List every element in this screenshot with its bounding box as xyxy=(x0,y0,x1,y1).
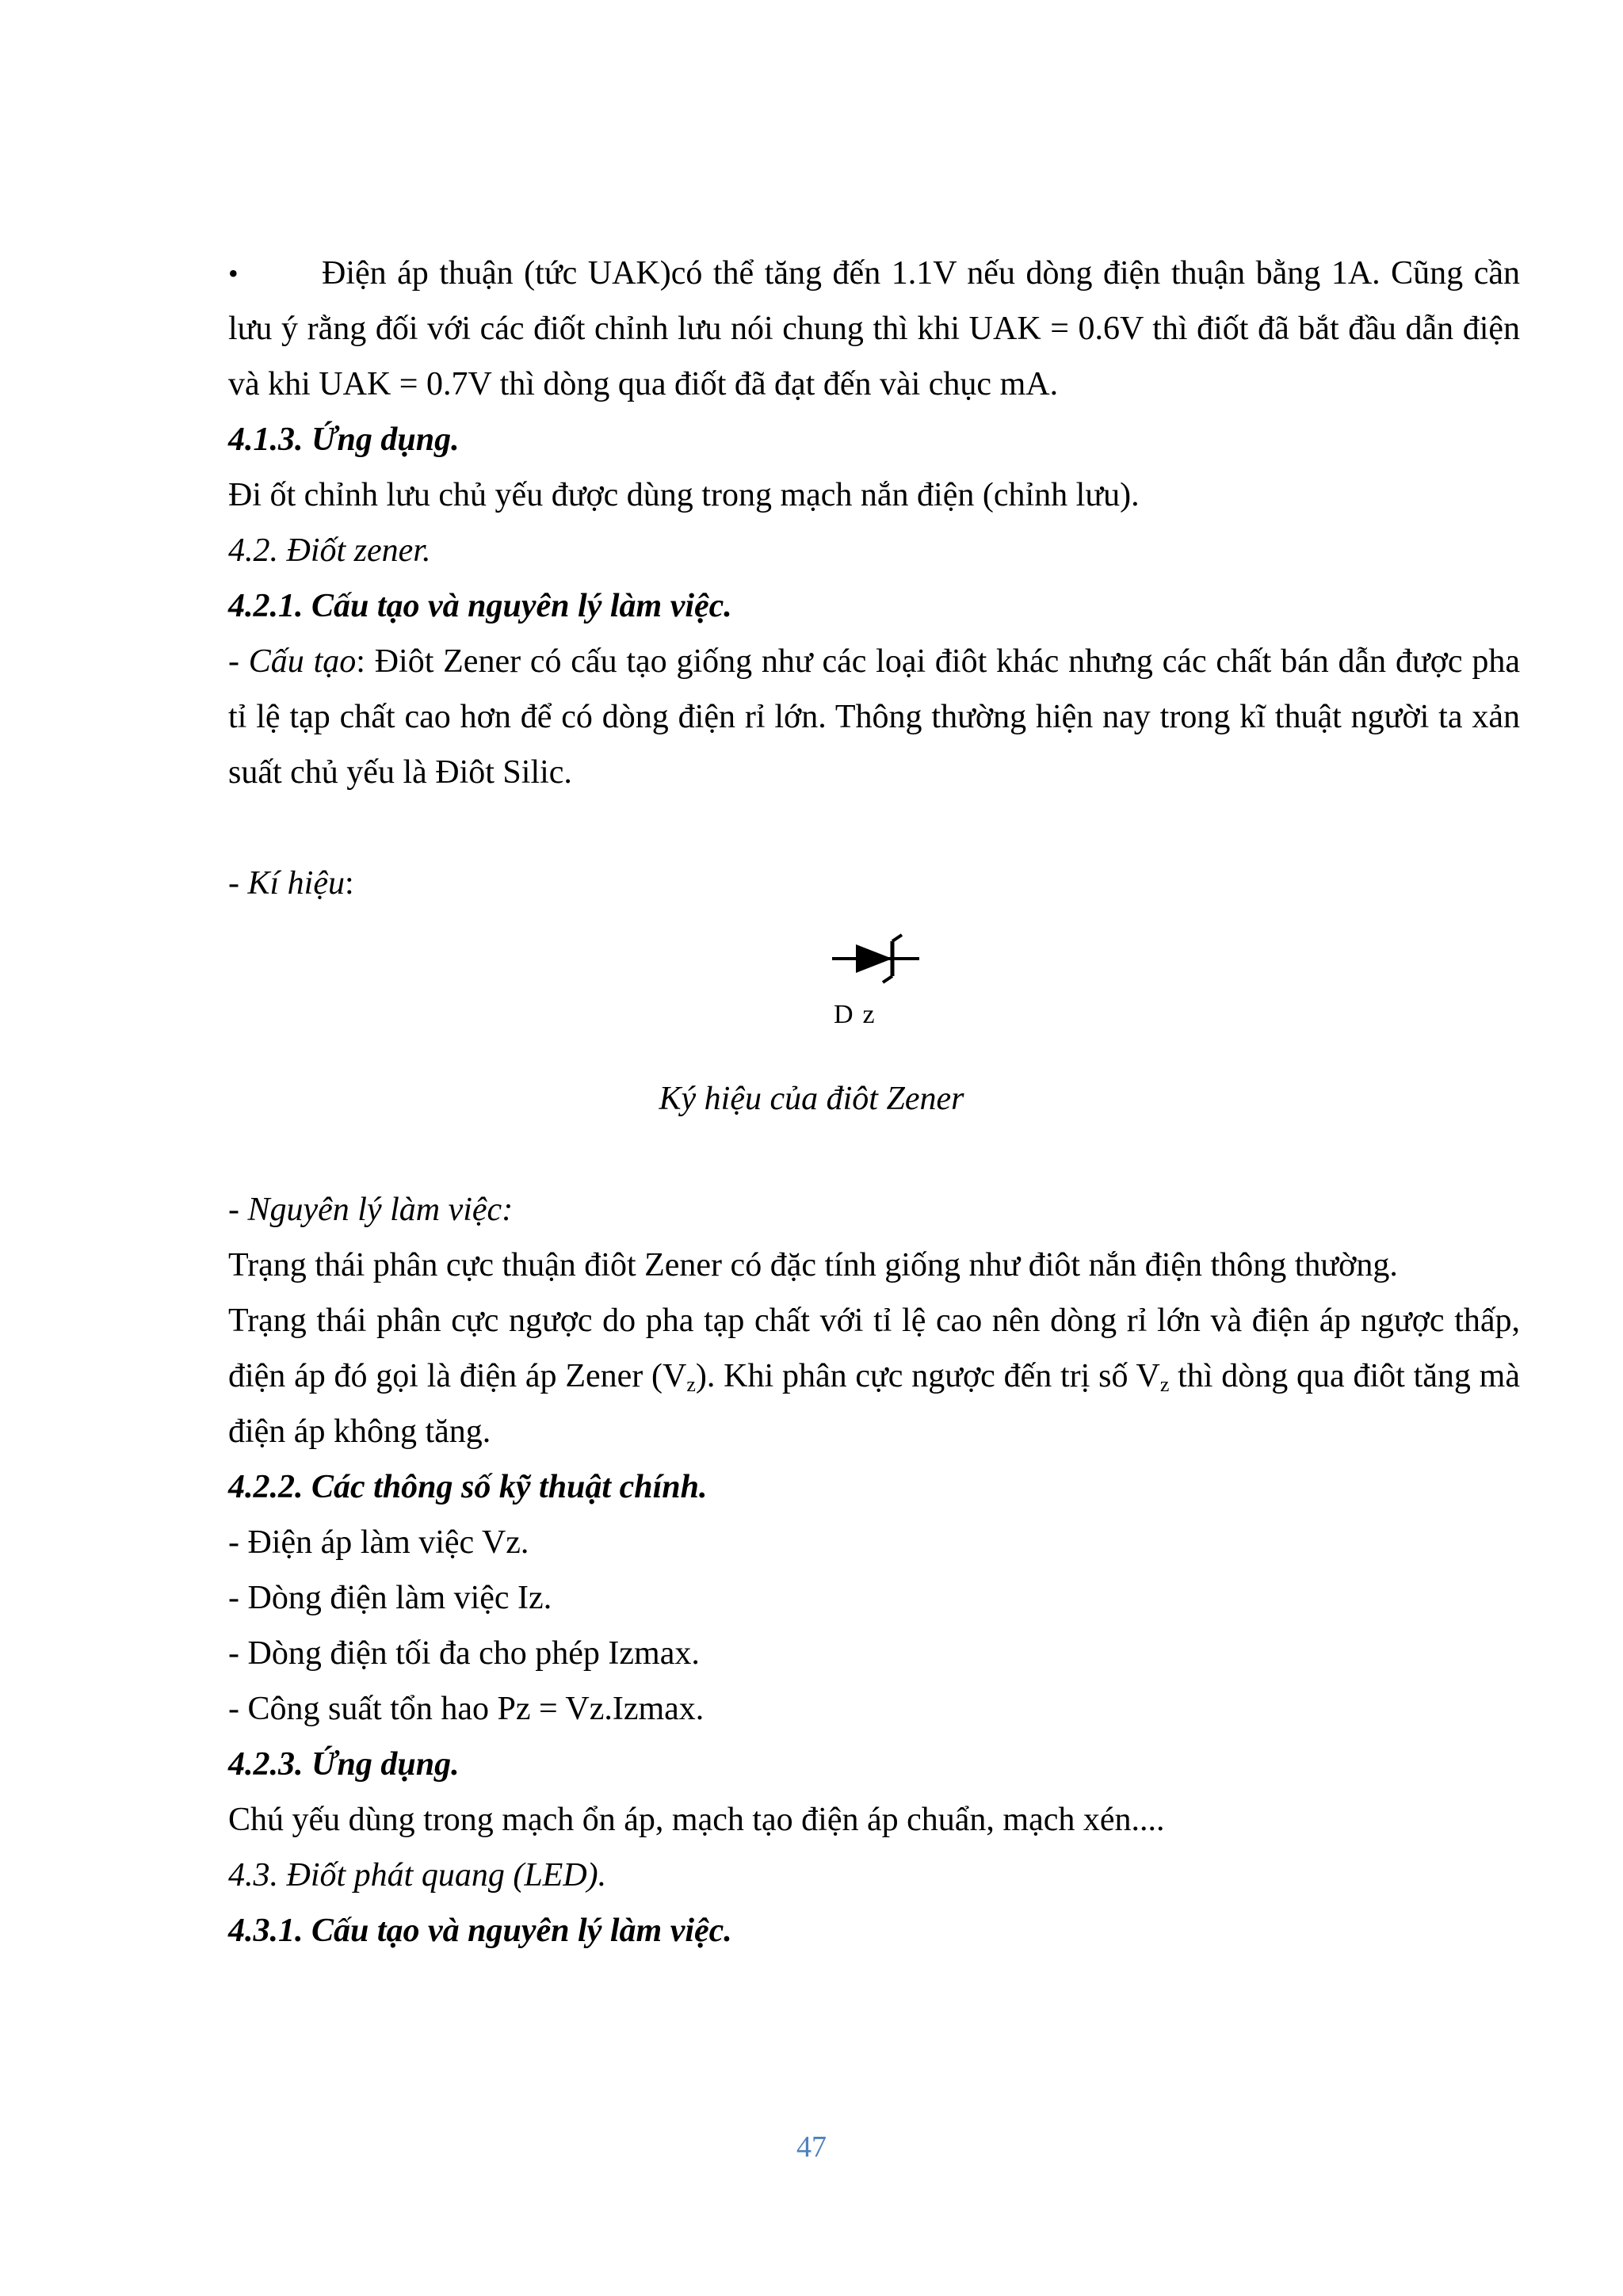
document-upper-section xyxy=(228,246,1520,911)
heading-4-2-1: 4.2.1. Cấu tạo và nguyên lý làm việc. xyxy=(228,588,732,624)
nguoc-text-3: thì dòng qua điôt tăng mà điện áp không tăng. xyxy=(228,1358,1520,1450)
subscript-z-1: z xyxy=(686,1373,696,1396)
cau-tao-prefix: - xyxy=(228,643,249,680)
paragraph-cau-tao xyxy=(228,634,1520,800)
page-number: 47 xyxy=(796,2130,827,2164)
nguoc-text-2: ). Khi phân cực ngược đến trị số V xyxy=(695,1358,1160,1394)
zener-diode-icon xyxy=(824,927,935,1006)
bullet-marker: • xyxy=(228,257,239,289)
heading-4-3-1: 4.3.1. Cấu tạo và nguyên lý làm việc. xyxy=(228,1913,732,1949)
heading-4-2-3: 4.2.3. Ứng dụng. xyxy=(228,1746,460,1783)
heading-4-2: 4.2. Điốt zener. xyxy=(228,532,431,569)
nguoc-text-1: Trạng thái phân cực ngược do pha tạp chất với tỉ lệ cao nên dòng rỉ lớn và điện áp ngược thấp, điện áp đó gọi là điện áp Zener (V xyxy=(228,1302,1520,1394)
spec-item: - Dòng điện tối đa cho phép Izmax. xyxy=(228,1635,700,1672)
heading-4-1-3: 4.1.3. Ứng dụng. xyxy=(228,421,460,458)
spec-item: - Điện áp làm việc Vz. xyxy=(228,1524,529,1561)
paragraph-phan-cuc-thuan: Trạng thái phân cực thuận điôt Zener có đặc tính giống như điôt nắn điện thông thường. xyxy=(228,1247,1398,1283)
figure-caption: Ký hiệu của điôt Zener xyxy=(659,1081,964,1117)
cau-tao-text: : Điôt Zener có cấu tạo giống như các loại điôt khác nhưng các chất bán dẫn được pha tỉ lệ tạp chất cao hơn để có dòng điện rỉ lớn. Thông thường hiện nay trong kĩ thuật người ta xản suất chủ yếu là Điôt Silic. xyxy=(228,643,1520,791)
paragraph-4-1-3: Đi ốt chỉnh lưu chủ yếu được dùng trong mạch nắn điện (chỉnh lưu). xyxy=(228,477,1140,513)
cau-tao-label: Cấu tạo xyxy=(248,643,357,680)
ki-hieu-colon: : xyxy=(344,865,354,902)
spec-item: - Dòng điện làm việc Iz. xyxy=(228,1580,552,1616)
bullet-paragraph-text: Điện áp thuận (tức UAK)có thể tăng đến 1.1V nếu dòng điện thuận bằng 1A. Cũng cần lưu ý rằng đối với các điốt chỉnh lưu nói chung thì khi UAK = 0.6V thì điốt đã bắt đầu dẫn điện và khi UAK = 0.7V thì dòng qua điốt đã đạt đến vài chục mA. xyxy=(228,255,1520,402)
document-lower-section xyxy=(228,1182,1520,1958)
ki-hieu-label: - Kí hiệu xyxy=(228,865,345,902)
heading-4-2-2: 4.2.2. Các thông số kỹ thuật chính. xyxy=(228,1469,708,1505)
nguyen-ly-heading: - Nguyên lý làm việc: xyxy=(228,1192,514,1228)
heading-4-3: 4.3. Điốt phát quang (LED). xyxy=(228,1857,607,1894)
spec-item: - Công suất tổn hao Pz = Vz.Izmax. xyxy=(228,1691,705,1727)
ki-hieu-line xyxy=(228,856,1520,911)
zener-symbol-label: Dz xyxy=(834,1000,884,1029)
paragraph-4-2-3: Chú yếu dùng trong mạch ổn áp, mạch tạo điện áp chuẩn, mạch xén.... xyxy=(228,1802,1165,1838)
subscript-z-2: z xyxy=(1159,1373,1170,1396)
paragraph-phan-cuc-nguoc xyxy=(228,1293,1520,1459)
